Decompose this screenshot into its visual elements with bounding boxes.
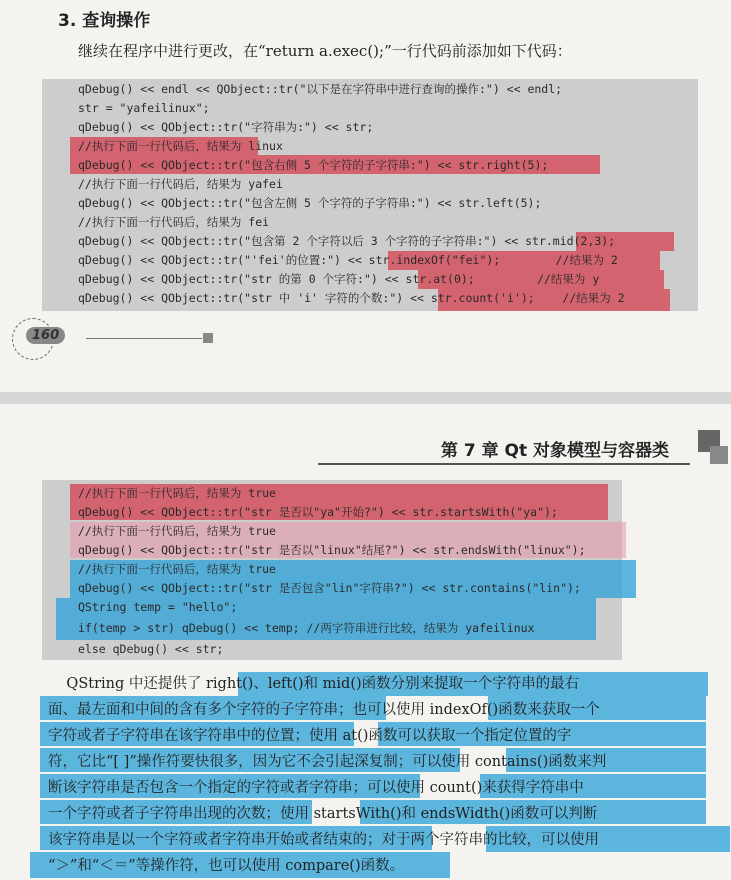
body-text-line: 符，它比“[ ]”操作符要快很多，因为它不会引起深复制；可以使用 contains()函数来判: [48, 754, 607, 770]
body-text-line: 断该字符串是否包含一个指定的字符或者字符串；可以使用 count()来获得字符串中: [48, 780, 584, 796]
code-line: //执行下面一行代码后，结果为 yafei: [78, 177, 283, 191]
code-line: if(temp > str) qDebug() << temp; //两字符串进行比较，结果为 yafeilinux: [78, 621, 535, 635]
code-block-query: [42, 79, 698, 311]
code-line: //执行下面一行代码后，结果为 fei: [78, 215, 270, 229]
page-footer-square: [203, 333, 213, 343]
code-line: //执行下面一行代码后，结果为 true: [78, 524, 276, 538]
code-line: qDebug() << QObject::tr("字符串为:") << str;: [78, 120, 374, 134]
body-text-line: 一个字符或者子字符串出现的次数；使用 startsWith()和 endsWidth()函数可以判断: [48, 806, 598, 822]
code-line: QString temp = "hello";: [78, 600, 238, 614]
body-text-line: QString 中还提供了 right()、left()和 mid()函数分别来提取一个字符串的最右: [48, 676, 580, 692]
body-text-line: 该字符串是以一个字符或者字符串开始或者结束的；对于两个字符串的比较，可以使用: [48, 832, 599, 848]
code-line: qDebug() << QObject::tr("str 的第 0 个字符:") << str.at(0); //结果为 y: [78, 272, 600, 286]
code-line: else qDebug() << str;: [78, 642, 224, 656]
chapter-header-rule: [318, 463, 690, 465]
body-text-line: 面、最左面和中间的含有多个字符的子字符串；也可以使用 indexOf()函数来获取一个: [48, 702, 600, 718]
section-heading: 3. 查询操作: [58, 11, 151, 31]
code-line: //执行下面一行代码后，结果为 true: [78, 562, 276, 576]
code-line: qDebug() << QObject::tr("str 是否以"linux"结尾?") << str.endsWith("linux");: [78, 543, 586, 557]
code-line: qDebug() << QObject::tr("str 中 'i' 字符的个数:") << str.count('i'); //结果为 2: [78, 291, 625, 305]
code-line: qDebug() << QObject::tr("'fei'的位置:") << str.indexOf("fei"); //结果为 2: [78, 253, 618, 267]
chapter-header: 第 7 章 Qt 对象模型与容器类: [440, 441, 669, 461]
book-page-160: [0, 0, 731, 392]
code-line: qDebug() << endl << QObject::tr("以下是在字符串中进行查询的操作:") << endl;: [78, 82, 563, 96]
page-number: 160: [26, 327, 65, 344]
code-line: qDebug() << QObject::tr("包含第 2 个字符以后 3 个字符的子字符串:") << str.mid(2,3);: [78, 234, 616, 248]
code-line: qDebug() << QObject::tr("包含左侧 5 个字符的子字符串:") << str.left(5);: [78, 196, 542, 210]
code-line: qDebug() << QObject::tr("包含右侧 5 个字符的子字符串:") << str.right(5);: [78, 158, 549, 172]
code-line: qDebug() << QObject::tr("str 是否以"ya"开始?") << str.startsWith("ya");: [78, 505, 558, 519]
chapter-ornament-square: [710, 446, 728, 464]
code-block-compare: [42, 480, 622, 660]
code-line: str = "yafeilinux";: [78, 101, 210, 115]
body-text-line: 字符或者子字符串在该字符串中的位置；使用 at()函数可以获取一个指定位置的字: [48, 728, 572, 744]
intro-paragraph: 继续在程序中进行更改，在“return a.exec();”一行代码前添加如下代码：: [78, 42, 572, 60]
body-text-line: “＞”和“＜＝”等操作符，也可以使用 compare()函数。: [48, 858, 405, 874]
page-footer-rule: [86, 338, 202, 339]
code-line: //执行下面一行代码后，结果为 true: [78, 486, 276, 500]
code-line: //执行下面一行代码后，结果为 linux: [78, 139, 283, 153]
code-line: qDebug() << QObject::tr("str 是否包含"lin"字符串?") << str.contains("lin");: [78, 581, 581, 595]
